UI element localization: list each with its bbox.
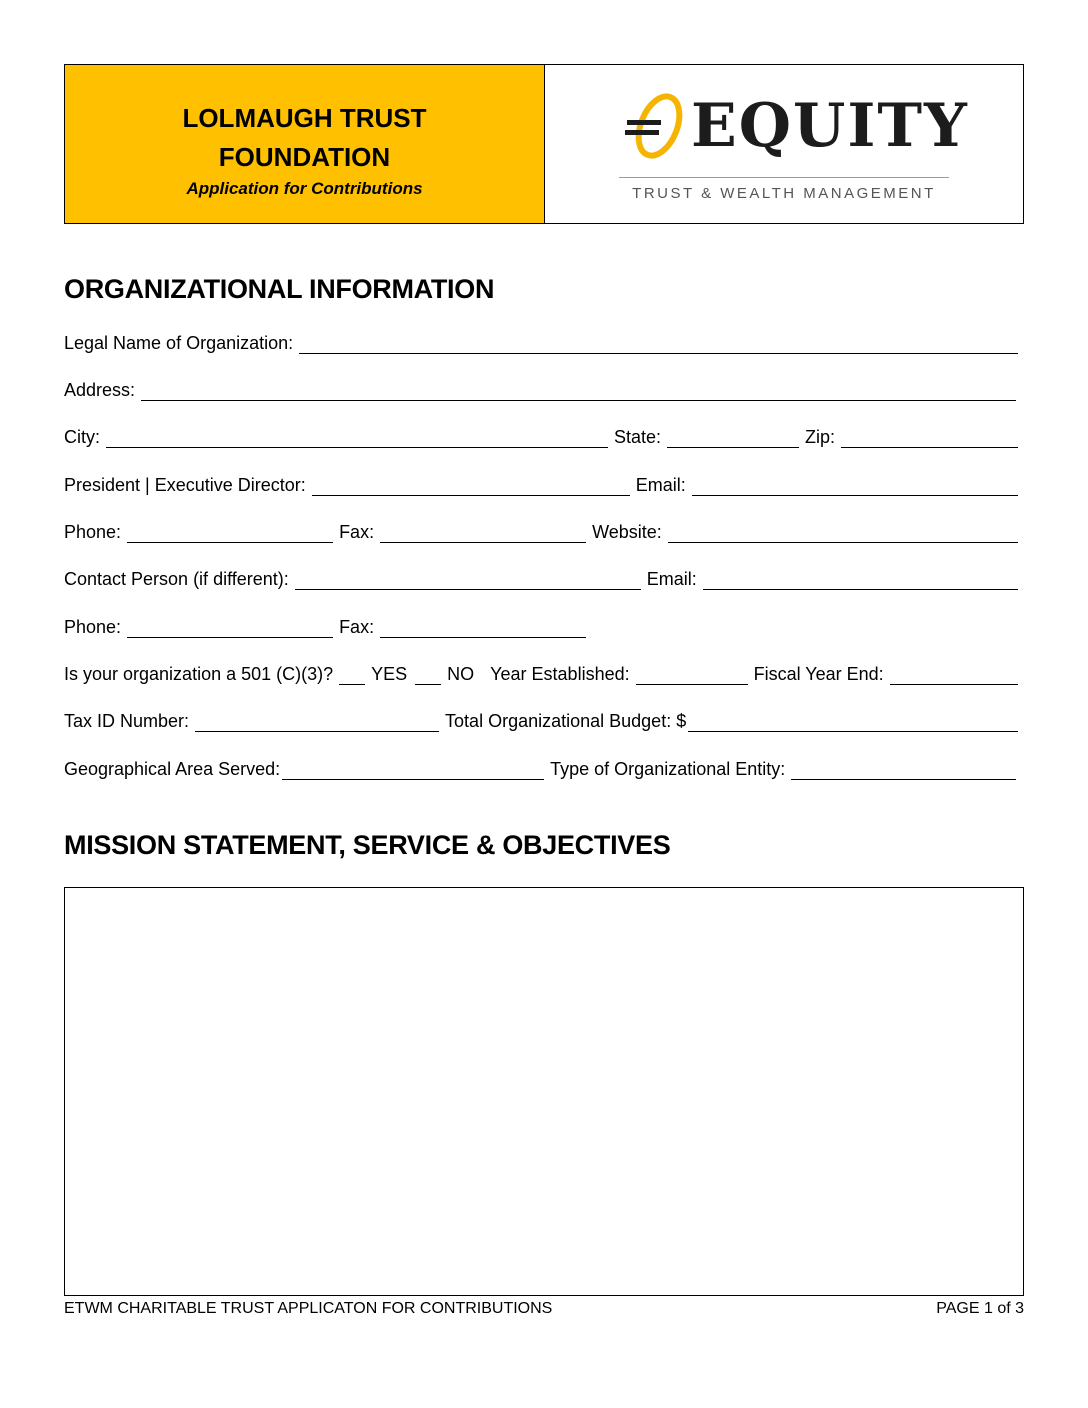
501c3-no-field[interactable] [415,664,441,685]
logo-divider [619,177,949,178]
equity-logo [545,65,1023,223]
footer-page-number: PAGE 1 of 3 [936,1300,1024,1317]
contact-person-label: Contact Person (if different): [64,569,289,589]
no-label: NO [447,664,475,684]
yes-label: YES [371,664,408,684]
contact-phone-field[interactable] [127,617,333,638]
501c3-question-label: Is your organization a 501 (C)(3)? [64,664,334,684]
legal-name-row [64,332,1024,356]
budget-label: Total Organizational Budget: $ [445,711,687,731]
contact-phone-fax-row [64,616,1024,640]
tax-id-field[interactable] [195,711,439,732]
equity-logo-tagline: TRUST & WEALTH MANAGEMENT [632,185,936,202]
contact-phone-label: Phone: [64,617,122,637]
city-state-zip-row [64,426,1024,450]
contact-fax-label: Fax: [339,617,375,637]
website-field[interactable] [668,522,1018,543]
application-subtitle: Application for Contributions [186,179,423,198]
legal-name-field[interactable] [299,333,1018,354]
geo-area-label: Geographical Area Served: [64,759,281,779]
budget-field[interactable] [688,711,1018,732]
address-row [64,379,1024,403]
contact-person-field[interactable] [295,569,641,590]
foundation-title-block [65,65,545,223]
org-info-heading: ORGANIZATIONAL INFORMATION [64,274,495,304]
mission-statement-textarea[interactable] [64,887,1024,1296]
year-established-label: Year Established: [490,664,630,684]
area-entity-row [64,758,1024,782]
contact-email-label: Email: [646,569,697,589]
president-row [64,474,1024,498]
footer-document-title: ETWM CHARITABLE TRUST APPLICATON FOR CONTRIBUTIONS [64,1300,553,1317]
phone-label: Phone: [64,522,122,542]
fiscal-year-end-field[interactable] [890,664,1018,685]
501c3-yes-field[interactable] [339,664,365,685]
phone-fax-website-row [64,521,1024,545]
fax-field[interactable] [380,522,586,543]
address-label: Address: [64,380,136,400]
tax-budget-row [64,710,1024,734]
foundation-name-line2: FOUNDATION [218,142,391,172]
zip-field[interactable] [841,427,1018,448]
state-field[interactable] [667,427,799,448]
website-label: Website: [592,522,662,542]
foundation-name-line1: LOLMAUGH TRUST [182,103,427,133]
president-email-field[interactable] [692,475,1018,496]
equity-logo-mark-icon [623,90,689,162]
phone-field[interactable] [127,522,333,543]
tax-id-label: Tax ID Number: [64,711,190,731]
zip-label: Zip: [805,427,836,447]
president-label: President | Executive Director: [64,475,306,495]
entity-type-field[interactable] [791,759,1016,780]
document-header [64,64,1024,224]
status-row [64,663,1024,687]
state-label: State: [614,427,662,447]
mission-heading: MISSION STATEMENT, SERVICE & OBJECTIVES [64,830,671,860]
entity-type-label: Type of Organizational Entity: [550,759,786,779]
president-email-label: Email: [635,475,686,495]
address-field[interactable] [141,380,1016,401]
contact-email-field[interactable] [703,569,1018,590]
equity-logo-wordmark: EQUITY [691,91,969,161]
fiscal-year-end-label: Fiscal Year End: [753,664,884,684]
year-established-field[interactable] [636,664,748,685]
geo-area-field[interactable] [282,759,544,780]
city-label: City: [64,427,100,447]
city-field[interactable] [106,427,608,448]
page-footer [64,1300,1024,1318]
legal-name-label: Legal Name of Organization: [64,333,294,353]
contact-person-row [64,568,1024,592]
contact-fax-field[interactable] [380,617,586,638]
president-field[interactable] [312,475,630,496]
fax-label: Fax: [339,522,375,542]
